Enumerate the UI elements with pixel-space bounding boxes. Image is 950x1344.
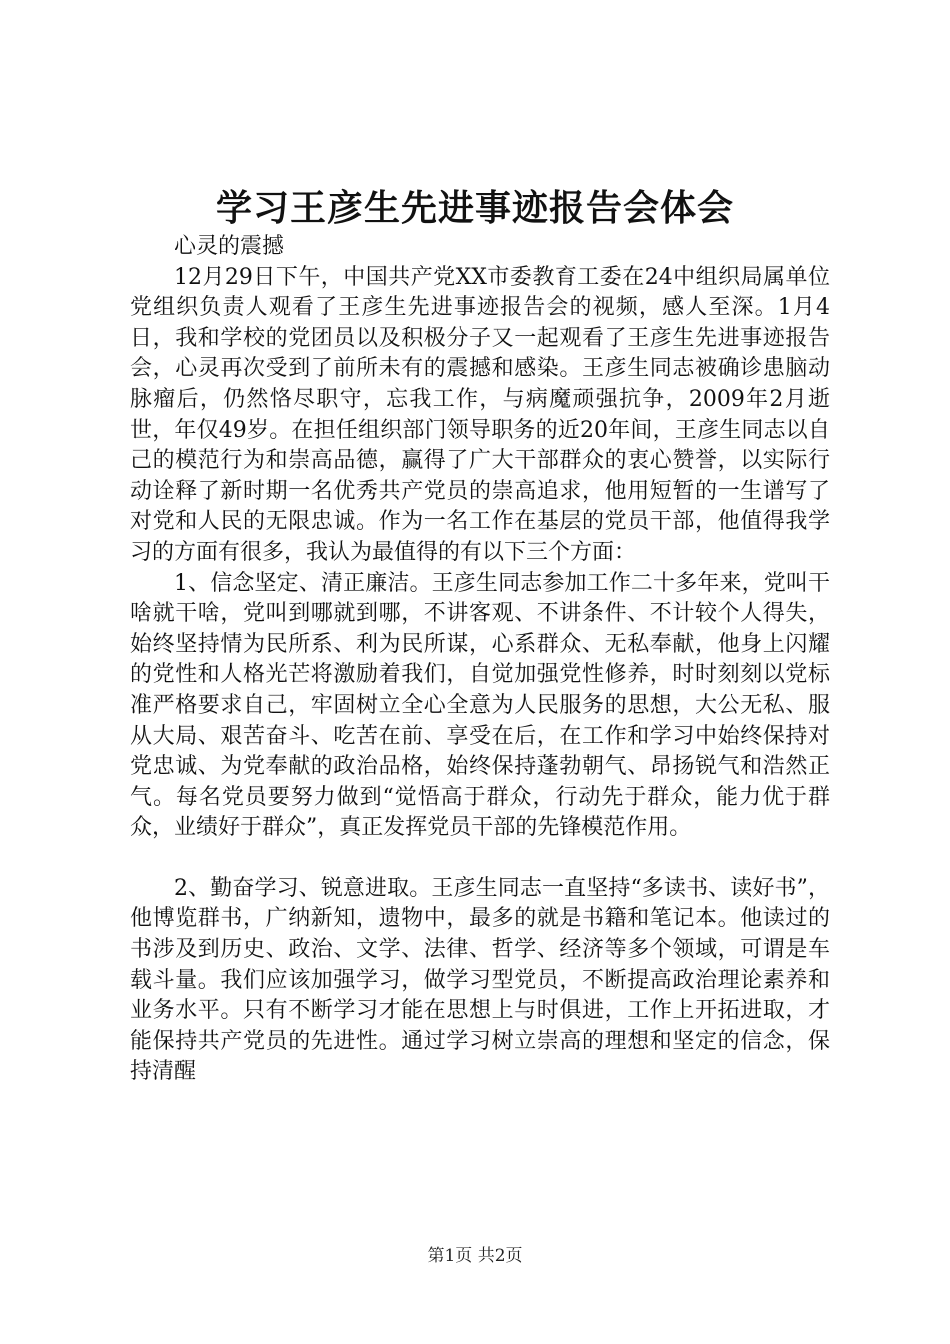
page-number-footer: 第1页 共2页 xyxy=(427,1246,523,1266)
paragraph-spacer xyxy=(130,844,830,874)
document-title: 学习王彦生先进事迹报告会体会 xyxy=(215,187,734,229)
intro-paragraph: 12月29日下午，中国共产党XX市委教育工委在24中组织局属单位党组织负责人观看了王彦生先进事迹报告会的视频，感人至深。1月4日，我和学校的党团员以及积极分子又一起观看了王彦生先进事迹报告会，心灵再次受到了前所未有的震撼和感染。王彦生同志被确诊患脑动脉瘤后，仍然恪尽职守，忘我工作，与病魔顽强抗争，2009年2月逝世，年仅49岁。在担任组织部门领导职务的近20年间，王彦生同志以自己的模范行为和崇高品德，赢得了广大干部群众的衷心赞誉，以实际行动诠释了新时期一名优秀共产党员的崇高追求，他用短暂的一生谱写了对党和人民的无限忠诚。作为一名工作在基层的党员干部，他值得我学习的方面有很多，我认为最值得的有以下三个方面： xyxy=(130,264,830,565)
point-two-paragraph: 2、勤奋学习、锐意进取。王彦生同志一直坚持“多读书、读好书”，他博览群书，广纳新知，遗物中，最多的就是书籍和笔记本。他读过的书涉及到历史、政治、文学、法律、哲学、经济等多个领域，可谓是车载斗量。我们应该加强学习，做学习型党员，不断提高政治理论素养和业务水平。只有不断学习才能在思想上与时俱进，工作上开拓进取，才能保持共产党员的先进性。通过学习树立崇高的理想和坚定的信念，保持清醒 xyxy=(130,875,830,1085)
subtitle-paragraph: 心灵的震撼 xyxy=(174,234,285,259)
document-body xyxy=(130,232,830,1088)
point-one-paragraph: 1、信念坚定、清正廉洁。王彦生同志参加工作二十多年来，党叫干啥就干啥，党叫到哪就到哪，不讲客观、不讲条件、不计较个人得失，始终坚持情为民所系、利为民所谋，心系群众、无私奉献，他身上闪耀的党性和人格光芒将激励着我们，自觉加强党性修养，时时刻刻以党标准严格要求自己，牢固树立全心全意为人民服务的思想，大公无私、服从大局、艰苦奋斗、吃苦在前、享受在后，在工作和学习中始终保持对党忠诚、为党奉献的政治品格，始终保持蓬勃朝气、昂扬锐气和浩然正气。每名党员要努力做到“觉悟高于群众，行动先于群众，能力优于群众，业绩好于群众”，真正发挥党员干部的先锋模范作用。 xyxy=(130,570,830,841)
